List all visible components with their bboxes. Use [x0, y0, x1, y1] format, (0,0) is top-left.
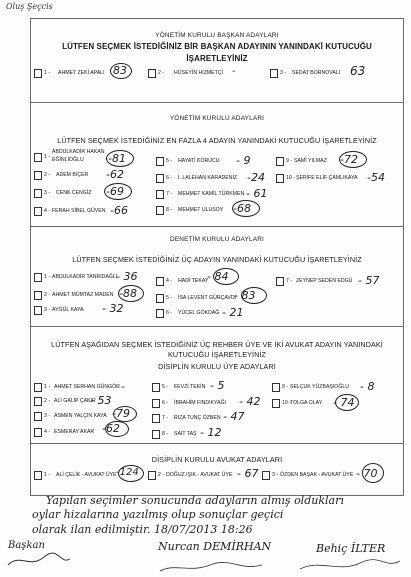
- vote-count: - 47: [223, 410, 245, 423]
- vote-count: -: [121, 380, 125, 393]
- vote-count: - 8: [360, 380, 375, 393]
- candidate-name: İ. LALEHAN KARADENİZ: [178, 175, 238, 181]
- vote-checkbox[interactable]: [156, 309, 164, 318]
- vote-checkbox[interactable]: [34, 412, 42, 421]
- vote-checkbox[interactable]: [34, 69, 42, 78]
- signature-scribbles: [0, 535, 411, 577]
- vote-checkbox[interactable]: [34, 273, 42, 282]
- candidate-number: 7 -: [166, 191, 173, 197]
- candidate-number: 4 -: [166, 278, 173, 284]
- vote-count: 83: [113, 64, 127, 77]
- candidate-number: 6 -: [166, 175, 173, 181]
- vote-checkbox[interactable]: [152, 430, 160, 439]
- candidate-name: TOLGA OLAY: [290, 400, 323, 406]
- candidate-name: SELÇUK YÜZBAŞIOĞLU: [290, 384, 350, 390]
- vote-checkbox[interactable]: [152, 399, 160, 408]
- candidate-number: 6 -: [166, 310, 173, 316]
- vote-checkbox[interactable]: [270, 69, 278, 78]
- handwritten-result-note-line3: olarak ilan edilmiştir. 18/07/2013 18:26: [32, 523, 253, 536]
- vote-checkbox[interactable]: [152, 414, 160, 423]
- vote-checkbox[interactable]: [156, 277, 164, 286]
- vote-checkbox[interactable]: [156, 174, 164, 183]
- signature-baskan: Başkan: [8, 540, 45, 551]
- vote-count: -68: [233, 202, 251, 215]
- candidate-number: 1 -: [44, 472, 51, 478]
- vote-checkbox[interactable]: [34, 428, 42, 437]
- candidate-name: CENK CENGİZ: [56, 190, 92, 196]
- candidate-name: ALİ ÇELİK - AVUKAT ÜYE: [56, 472, 117, 478]
- vote-count: -: [232, 66, 236, 77]
- vote-count: - 12: [200, 426, 222, 439]
- section-title-disiplin: DİSİPLİN KURULU ÜYE ADAYLARI: [158, 362, 276, 371]
- candidate-number: 3 -: [44, 307, 51, 313]
- vote-count: - 5: [210, 379, 225, 392]
- vote-checkbox[interactable]: [34, 171, 42, 180]
- section-instruction-baskan: LÜTFEN SEÇMEK İSTEDİĞİNİZ BİR BAŞKAN ADAYININ YANINDAKİ KUTUCUĞU: [62, 42, 372, 51]
- candidate-name: HADİ TEKAY: [178, 278, 209, 284]
- candidate-name: AHMET MÜMTAZ MADEN: [52, 292, 114, 298]
- section-instruction-yonetim: LÜTFEN SEÇMEK İSTEDİĞİNİZ EN FAZLA 4 ADAYIN YANINDAKİ KUTUCUĞU İŞARETLEYİNİZ: [57, 136, 377, 145]
- vote-checkbox[interactable]: [156, 157, 164, 166]
- vote-checkbox[interactable]: [152, 383, 160, 392]
- handwritten-result-note-line1: Yapılan seçimler sonucunda adayların almış oldukları: [46, 494, 344, 507]
- candidate-number: 8 -: [166, 207, 173, 213]
- vote-checkbox[interactable]: [156, 190, 164, 199]
- vote-count: -62: [106, 168, 124, 181]
- candidate-number: 8 -: [162, 431, 169, 437]
- section-divider: [30, 443, 404, 444]
- vote-count: -79: [112, 407, 130, 420]
- section-divider: [30, 226, 404, 227]
- section-instruction-disiplin: LÜTFEN AŞAĞIDAN SEÇMEK İSTEDİĞİNİZ ÜÇ REHBER ÜYE VE İKİ AVUKAT ADAYIN YANINDAKİ: [51, 340, 383, 349]
- candidate-name: HAYATİ KORUCU: [178, 158, 220, 164]
- candidate-number: 5 -: [162, 384, 169, 390]
- vote-checkbox[interactable]: [34, 189, 42, 198]
- vote-count: -72: [340, 153, 358, 166]
- candidate-name: FERAH SİBEL GÜVEN: [52, 208, 106, 214]
- section-title-baskan: YÖNETİM KURULU BAŞKAN ADAYLARI: [155, 32, 279, 39]
- signature-behic-ilter: Behiç İLTER: [316, 542, 386, 555]
- candidate-number: 9 -: [286, 158, 293, 164]
- vote-checkbox[interactable]: [148, 471, 156, 480]
- vote-count: - 57: [358, 274, 380, 287]
- candidate-name: İBRAHİM FINDIKYAĞI: [174, 400, 227, 406]
- candidate-name: ÖZDEN BAŞAK - AVUKAT ÜYE: [280, 472, 354, 478]
- vote-count: - 67: [237, 467, 259, 480]
- section-title-yonetim: YÖNETİM KURULU ADAYLARI: [169, 115, 265, 122]
- candidate-number: 10 -: [286, 175, 295, 181]
- vote-checkbox[interactable]: [276, 174, 284, 183]
- candidate-name: YÜCEL GÖKDAĞ: [178, 310, 220, 316]
- candidate-number: 1 -: [44, 274, 51, 280]
- vote-checkbox[interactable]: [148, 69, 156, 78]
- vote-count: - 74: [333, 396, 355, 409]
- vote-checkbox[interactable]: [34, 291, 42, 300]
- vote-count: - 21: [222, 306, 244, 319]
- candidate-name: SEDAT BORNOVALI: [292, 70, 341, 76]
- candidate-number: 2 -: [44, 292, 51, 298]
- vote-count: 63: [350, 64, 366, 78]
- candidate-number: 1 -: [44, 154, 51, 160]
- signature-nurcan-demirhan: Nurcan DEMİRHAN: [158, 540, 272, 553]
- candidate-name: ZEYNEP SEDEN EDGÜ: [296, 278, 353, 284]
- vote-checkbox[interactable]: [276, 157, 284, 166]
- vote-count: -88: [119, 287, 137, 300]
- candidate-number: 2 -: [44, 172, 51, 178]
- vote-checkbox[interactable]: [262, 471, 270, 480]
- candidate-name: AHMET ZEKİ APALI: [58, 70, 105, 76]
- section-instruction-denetim: LÜTFEN SEÇMEK İSTEDİĞİNİZ ÜÇ ADAYIN YANINDAKİ KUTUCUĞU İŞARETLEYİNİZ: [72, 255, 362, 264]
- candidate-name: ALİ GALİP ÇAKIR: [54, 398, 96, 404]
- candidate-number: 2 -: [44, 398, 51, 404]
- corner-handwritten-note: Oluş Şeçcis: [6, 2, 53, 11]
- handwritten-result-note-line2: oylar hizalarına yazılmış olup sonuçlar geçici: [32, 508, 284, 521]
- vote-checkbox[interactable]: [272, 399, 280, 408]
- section-instruction-disiplin-2: KUTUCUĞU İŞARETLEYİNİZ: [167, 350, 267, 359]
- candidate-number: 10 -: [282, 400, 291, 406]
- vote-checkbox[interactable]: [34, 153, 42, 162]
- candidate-name: ABDULKADİR TANRIDAĞLI: [52, 274, 118, 280]
- candidate-number: 1 -: [44, 70, 51, 76]
- candidate-number: 2 -: [158, 70, 165, 76]
- candidate-name: ADEM BİÇER: [56, 172, 89, 178]
- candidate-name: AHMET SERHAN GÜNGÖR: [54, 384, 120, 390]
- candidate-number: 6 -: [162, 400, 169, 406]
- candidate-name: AYGÜL KAYA: [52, 307, 84, 313]
- vote-count: -69: [106, 185, 124, 198]
- vote-count: -124: [116, 467, 139, 478]
- candidate-name: FEVZİ TEKİN: [174, 384, 206, 390]
- vote-count: -62: [102, 422, 120, 435]
- candidate-name: MEHMET KAMİL TÜRKMEN: [178, 191, 245, 197]
- candidate-number: 3 -: [44, 190, 51, 196]
- vote-count: -66: [110, 204, 128, 217]
- candidate-number: 7 -: [162, 415, 169, 421]
- candidate-name: ŞERİFE ELİF ÇAMLIKAYA: [296, 175, 358, 181]
- candidate-number: 2 -: [158, 472, 165, 478]
- candidate-name: MEHMET ULUSOY: [178, 207, 224, 213]
- candidate-name: DOĞUZ IŞIK - AVUKAT ÜYE: [166, 472, 233, 478]
- vote-checkbox[interactable]: [34, 306, 42, 315]
- vote-count: - 61: [246, 187, 268, 200]
- vote-checkbox[interactable]: [34, 383, 42, 392]
- candidate-name: SAİT TAŞ: [174, 431, 197, 437]
- candidate-number: 9 -: [282, 384, 289, 390]
- vote-checkbox[interactable]: [156, 294, 164, 303]
- vote-checkbox[interactable]: [276, 277, 284, 286]
- candidate-name: ABDULKADİR HAKAN: [52, 149, 105, 155]
- vote-count: - 9: [236, 154, 251, 167]
- candidate-number: 7 -: [286, 278, 293, 284]
- vote-count: -24: [247, 171, 265, 184]
- candidate-name-line2: EĞİNLİOĞLU: [52, 157, 84, 163]
- candidate-number: 5 -: [166, 158, 173, 164]
- vote-count: -81: [108, 152, 126, 165]
- candidate-name: RIZA TUNÇ ÖZBEN: [174, 415, 221, 421]
- section-divider: [30, 326, 404, 327]
- vote-checkbox[interactable]: [34, 397, 42, 406]
- section-title-denetim: DENETİM KURULU ADAYLARI: [170, 236, 264, 243]
- vote-checkbox[interactable]: [272, 383, 280, 392]
- vote-count: - 36: [116, 270, 138, 283]
- candidate-name: HÜSEYİN HİZMETÇİ: [174, 70, 223, 76]
- candidate-number: 4 -: [44, 208, 51, 214]
- candidate-name: ASMEN YALÇIN KAYA: [54, 413, 107, 419]
- vote-count: -54: [367, 171, 385, 184]
- vote-checkbox[interactable]: [34, 471, 42, 480]
- section-divider: [30, 102, 404, 103]
- candidate-number: 3 -: [280, 70, 287, 76]
- candidate-name: SAMİ YILMAZ: [294, 158, 327, 164]
- section-instruction-baskan-2: İŞARETLEYİNİZ: [186, 54, 248, 63]
- vote-count: - 84: [207, 270, 229, 283]
- candidate-number: 3 -: [272, 472, 279, 478]
- section-title-avukat: DİSİPLİN KURULU AVUKAT ADAYLARI: [151, 455, 283, 464]
- vote-count: - 42: [239, 395, 261, 408]
- vote-checkbox[interactable]: [34, 207, 42, 216]
- candidate-number: 4 -: [44, 429, 51, 435]
- candidate-name: İSA LEVENT GÜRÇAVDI: [178, 295, 237, 301]
- candidate-number: 3 -: [44, 413, 51, 419]
- vote-count: - 32: [102, 302, 124, 315]
- candidate-number: 5 -: [166, 295, 173, 301]
- vote-checkbox[interactable]: [156, 206, 164, 215]
- candidate-number: 1 -: [44, 384, 51, 390]
- vote-count: - 83: [234, 289, 256, 302]
- candidate-name: ESMERAY AKAR: [54, 429, 95, 435]
- vote-count: - 70: [356, 467, 378, 480]
- vote-count: - 53: [90, 394, 112, 407]
